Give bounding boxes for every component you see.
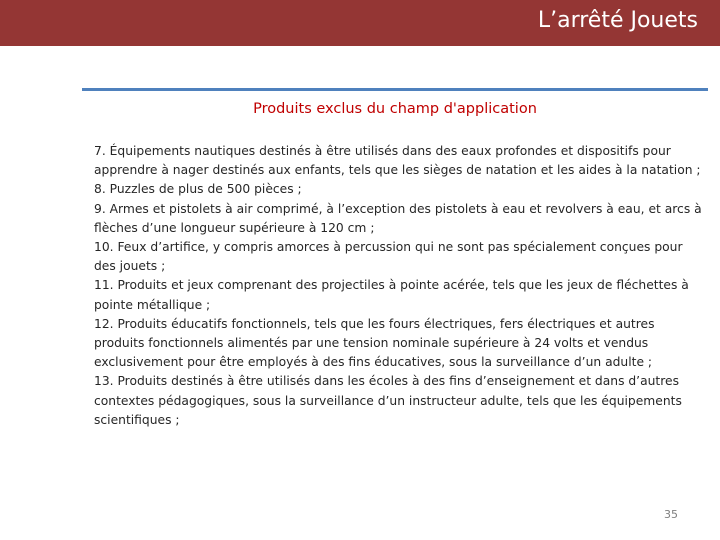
list-item-12: 12. Produits éducatifs fonctionnels, tels que les fours électriques, fers électriques et autres produits fonctionnels alimentés par une tension nominale supérieure à 24 volts et vendus exclusivement pour être employés à des fins éducatives, sous la surveillance d’un adulte ; <box>94 316 655 370</box>
list-item-13: 13. Produits destinés à être utilisés dans les écoles à des fins d’enseignement et dans d’autres contextes pédagogiques, sous la surveillance d’un instructeur adulte, tels que les équipements scientifiques ; <box>94 374 682 427</box>
title-divider <box>82 88 708 91</box>
list-item-7: 7. Équipements nautiques destinés à être utilisés dans des eaux profondes et dispositifs pour apprendre à nager destinés aux enfants, tels que les sièges de natation et les aides à la natation ; <box>94 144 701 178</box>
page-number: 35 <box>664 508 678 521</box>
excluded-products-list <box>94 142 704 430</box>
list-item-11: 11. Produits et jeux comprenant des projectiles à pointe acérée, tels que les jeux de fléchettes à pointe métallique ; <box>94 278 689 312</box>
slide-title: L’arrêté Jouets <box>537 8 698 33</box>
list-item-10: 10. Feux d’artifice, y compris amorces à percussion qui ne sont pas spécialement conçues pour des jouets ; <box>94 240 683 274</box>
list-item-9: 9. Armes et pistolets à air comprimé, à l’exception des pistolets à eau et revolvers à eau, et arcs à flèches d’une longueur supérieure à 120 cm ; <box>94 201 702 235</box>
list-item-8: 8. Puzzles de plus de 500 pièces ; <box>94 182 302 197</box>
header-bar <box>0 0 720 46</box>
section-subtitle: Produits exclus du champ d'application <box>253 101 537 117</box>
